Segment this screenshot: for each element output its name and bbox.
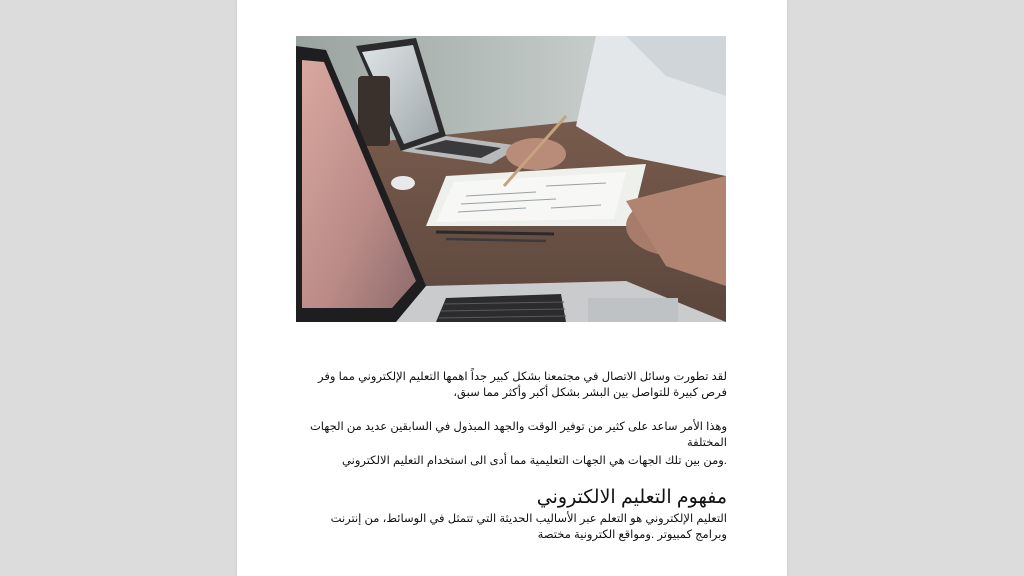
laptops-photo <box>296 36 726 322</box>
document-page <box>237 0 787 576</box>
third-paragraph: .ومن بين تلك الجهات هي الجهات التعليمية مما أدى الى استخدام التعليم الالكتروني <box>342 455 727 467</box>
section-heading: مفهوم التعليم الالكتروني <box>536 487 727 508</box>
second-paragraph: وهذا الأمر ساعد على كثير من توفير الوقت والجهد المبذول في السابقين عديد من الجهات المختلفة <box>309 421 727 449</box>
intro-paragraph: لقد تطورت وسائل الاتصال في مجتمعنا بشكل كبير جداً اهمها التعليم الإلكتروني مما وفر فرص كبيرة للتواصل بين البشر بشكل أكبر وأكثر مما سبق، <box>318 371 727 399</box>
definition-paragraph: التعليم الإلكتروني هو التعلم عبر الأساليب الحديثة التي تتمثل في الوسائط، من إنترنت وبرامج كمبيوتر .ومواقع الكترونية مختصة <box>330 513 727 541</box>
photo-illustration <box>296 36 726 322</box>
